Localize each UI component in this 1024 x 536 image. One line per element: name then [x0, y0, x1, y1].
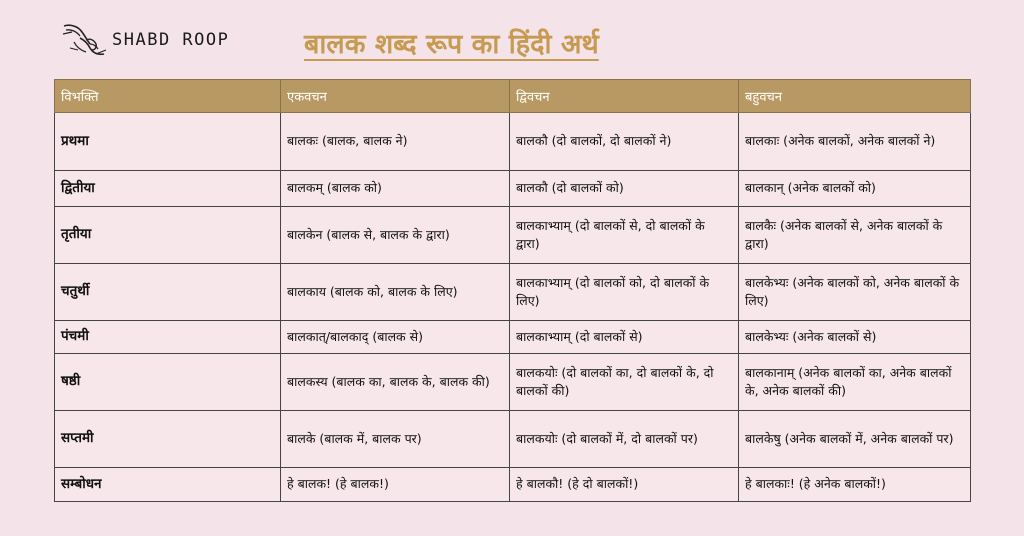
- cell-bahuvachan: हे बालकाः! (हे अनेक बालकों!): [739, 468, 971, 502]
- site-logo-text: SHABD ROOP: [112, 30, 230, 50]
- cell-dvivachan: बालकयोः (दो बालकों का, दो बालकों के, दो बालकों की): [510, 354, 739, 411]
- cell-ekvachan: बालकस्य (बालक का, बालक के, बालक की): [281, 354, 510, 411]
- cell-bahuvachan: बालकेभ्यः (अनेक बालकों को, अनेक बालकों के लिए): [739, 264, 971, 321]
- table-header-row: [55, 80, 971, 113]
- table-row-tritiya: [55, 207, 971, 264]
- cell-vibhakti: पंचमी: [55, 321, 281, 354]
- cell-bahuvachan: बालकेभ्यः (अनेक बालकों से): [739, 321, 971, 354]
- header-dvivachan: द्विवचन: [510, 80, 739, 113]
- cell-ekvachan: बालकः (बालक, बालक ने): [281, 113, 510, 171]
- cell-dvivachan: बालकाभ्याम् (दो बालकों से): [510, 321, 739, 354]
- cell-vibhakti: षष्ठी: [55, 354, 281, 411]
- cell-bahuvachan: बालकानाम् (अनेक बालकों का, अनेक बालकों के, अनेक बालकों की): [739, 354, 971, 411]
- cell-ekvachan: बालके (बालक में, बालक पर): [281, 411, 510, 468]
- header-ekvachan: एकवचन: [281, 80, 510, 113]
- cell-dvivachan: हे बालकौ! (हे दो बालकों!): [510, 468, 739, 502]
- header-vibhakti: विभक्ति: [55, 80, 281, 113]
- header: [0, 0, 1024, 80]
- cell-vibhakti: द्वितीया: [55, 171, 281, 207]
- cell-ekvachan: बालकम् (बालक को): [281, 171, 510, 207]
- header-bahuvachan: बहुवचन: [739, 80, 971, 113]
- cell-dvivachan: बालकौ (दो बालकों को): [510, 171, 739, 207]
- table-row-shashthi: [55, 354, 971, 411]
- cell-ekvachan: बालकेन (बालक से, बालक के द्वारा): [281, 207, 510, 264]
- cell-vibhakti: सप्तमी: [55, 411, 281, 468]
- cell-ekvachan: हे बालक! (हे बालक!): [281, 468, 510, 502]
- cell-vibhakti: तृतीया: [55, 207, 281, 264]
- table-row-panchami: [55, 321, 971, 354]
- cell-bahuvachan: बालकैः (अनेक बालकों से, अनेक बालकों के द्वारा): [739, 207, 971, 264]
- table-row-dvitiya: [55, 171, 971, 207]
- table-row-saptami: [55, 411, 971, 468]
- cell-bahuvachan: बालकान् (अनेक बालकों को): [739, 171, 971, 207]
- table-row-chaturthi: [55, 264, 971, 321]
- quill-hand-icon: [60, 20, 108, 60]
- cell-vibhakti: प्रथमा: [55, 113, 281, 171]
- cell-dvivachan: बालकाभ्याम् (दो बालकों से, दो बालकों के द्वारा): [510, 207, 739, 264]
- cell-vibhakti: सम्बोधन: [55, 468, 281, 502]
- site-logo[interactable]: [60, 20, 229, 60]
- cell-dvivachan: बालकयोः (दो बालकों में, दो बालकों पर): [510, 411, 739, 468]
- cell-dvivachan: बालकाभ्याम् (दो बालकों को, दो बालकों के लिए): [510, 264, 739, 321]
- cell-dvivachan: बालकौ (दो बालकों, दो बालकों ने): [510, 113, 739, 171]
- shabd-roop-table: [54, 79, 971, 502]
- cell-bahuvachan: बालकाः (अनेक बालकों, अनेक बालकों ने): [739, 113, 971, 171]
- cell-ekvachan: बालकात्/बालकाद् (बालक से): [281, 321, 510, 354]
- table-row-sambodhan: [55, 468, 971, 502]
- cell-ekvachan: बालकाय (बालक को, बालक के लिए): [281, 264, 510, 321]
- cell-bahuvachan: बालकेषु (अनेक बालकों में, अनेक बालकों पर): [739, 411, 971, 468]
- page-title: बालक शब्द रूप का हिंदी अर्थ: [304, 29, 599, 60]
- cell-vibhakti: चतुर्थी: [55, 264, 281, 321]
- table-row-prathama: [55, 113, 971, 171]
